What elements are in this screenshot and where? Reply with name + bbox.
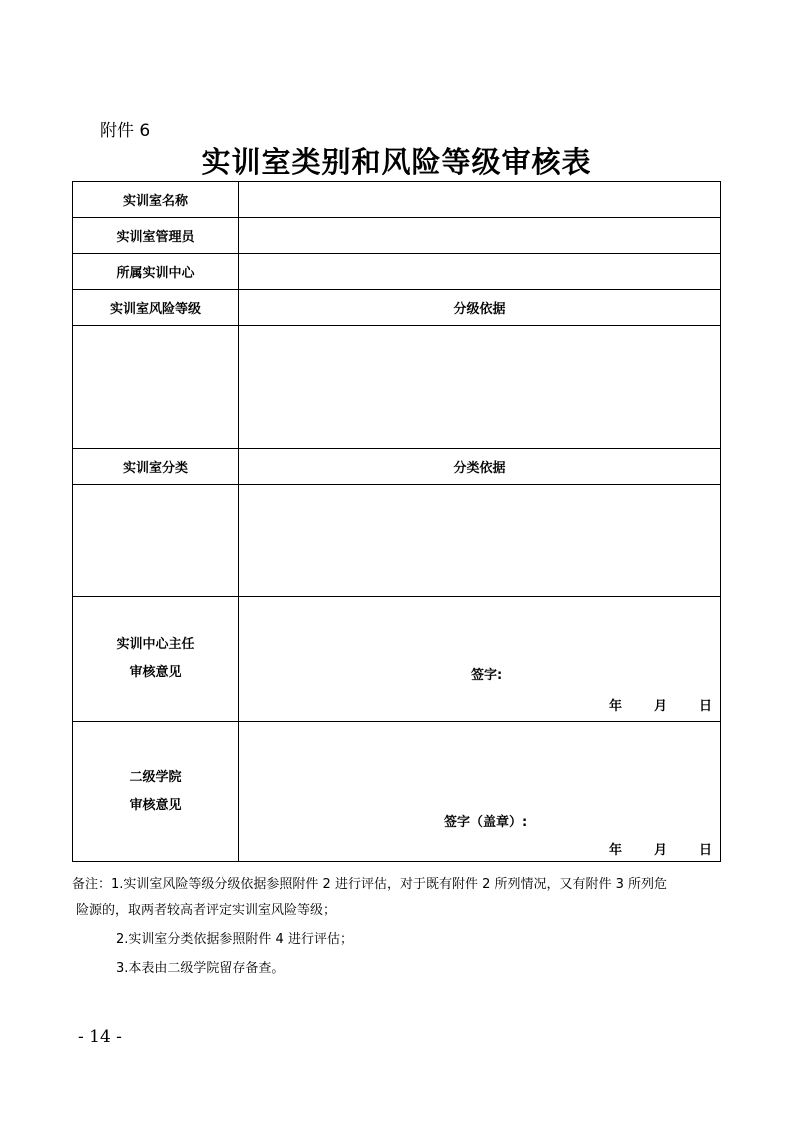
category-basis-header: 分类依据 xyxy=(239,449,721,485)
center-field[interactable] xyxy=(239,254,721,290)
risk-level-field[interactable] xyxy=(73,326,239,449)
note-line: 2.实训室分类依据参照附件 4 进行评估； xyxy=(116,932,353,947)
attachment-label: 附件 6 xyxy=(100,121,151,141)
review-form-table xyxy=(72,181,721,862)
page-number: - 14 - xyxy=(78,1027,122,1047)
table-row xyxy=(73,449,721,485)
table-row xyxy=(73,485,721,597)
risk-level-header: 实训室风险等级 xyxy=(73,290,239,326)
risk-basis-field[interactable] xyxy=(239,326,721,449)
college-signature-label: 签字（盖章）: xyxy=(444,815,528,830)
table-row xyxy=(73,597,721,722)
category-field[interactable] xyxy=(73,485,239,597)
date-month: 月 xyxy=(653,843,667,858)
college-review-field[interactable] xyxy=(239,722,721,862)
college-review-label xyxy=(73,722,239,862)
center-label: 所属实训中心 xyxy=(73,254,239,290)
page-title: 实训室类别和风险等级审核表 xyxy=(201,145,592,179)
director-date xyxy=(577,695,712,714)
date-year: 年 xyxy=(608,843,622,858)
date-day: 日 xyxy=(698,699,712,714)
director-title: 实训中心主任 xyxy=(116,637,195,652)
note-line: 险源的，取两者较高者评定实训室风险等级； xyxy=(76,903,337,918)
lab-manager-field[interactable] xyxy=(239,218,721,254)
director-review-field[interactable] xyxy=(239,597,721,722)
college-title: 二级学院 xyxy=(129,769,182,785)
table-row xyxy=(73,182,721,218)
college-opinion: 审核意见 xyxy=(129,797,182,813)
note-line: 备注：1.实训室风险等级分级依据参照附件 2 进行评估，对于既有附件 2 所列情况，又有附件 3 所列危 xyxy=(72,877,668,892)
note-line: 3.本表由二级学院留存备查。 xyxy=(116,961,285,976)
risk-basis-header: 分级依据 xyxy=(239,290,721,326)
category-basis-field[interactable] xyxy=(239,485,721,597)
director-review-label xyxy=(73,597,239,722)
table-row xyxy=(73,290,721,326)
category-header: 实训室分类 xyxy=(73,449,239,485)
table-row xyxy=(73,254,721,290)
director-signature-label: 签字: xyxy=(471,668,503,683)
table-row xyxy=(73,326,721,449)
date-year: 年 xyxy=(608,699,622,714)
lab-manager-label: 实训室管理员 xyxy=(73,218,239,254)
lab-name-label: 实训室名称 xyxy=(73,182,239,218)
date-day: 日 xyxy=(698,843,712,858)
table-row xyxy=(73,218,721,254)
lab-name-field[interactable] xyxy=(239,182,721,218)
college-date xyxy=(577,839,712,858)
date-month: 月 xyxy=(653,699,667,714)
table-row xyxy=(73,722,721,862)
director-opinion: 审核意见 xyxy=(129,665,182,680)
